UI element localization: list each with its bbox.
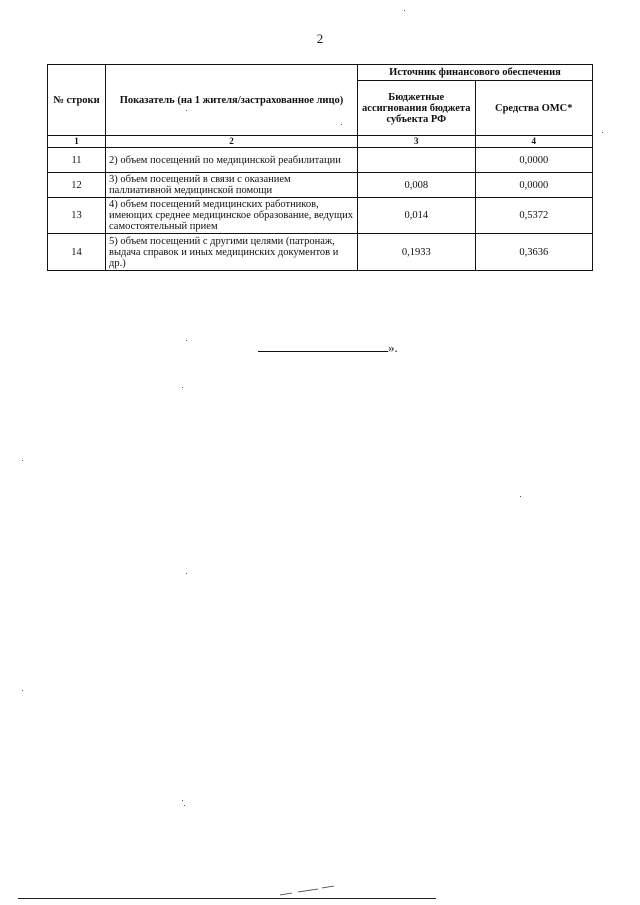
row-oms-value: 0,3636 — [475, 234, 593, 271]
row-budget-value: 0,008 — [358, 173, 476, 198]
row-budget-value: 0,1933 — [358, 234, 476, 271]
row-oms-value: 0,0000 — [475, 173, 593, 198]
header-budget: Бюджетные ассигнования бюджета субъекта РФ — [358, 81, 476, 136]
scan-speck — [186, 110, 187, 111]
table-row — [48, 173, 593, 198]
scan-speck — [186, 573, 187, 574]
scan-speck — [182, 800, 183, 801]
row-budget-value: 0,014 — [358, 198, 476, 234]
table-row — [48, 148, 593, 173]
scan-speck — [186, 340, 187, 341]
closing-quote: ». — [388, 340, 398, 355]
closing-mark — [258, 340, 398, 356]
bottom-rule — [18, 898, 436, 899]
signature-scribble-icon — [278, 884, 338, 898]
row-indicator: 2) объем посещений по медицинской реабилитации — [106, 148, 358, 173]
row-budget-value — [358, 148, 476, 173]
scan-speck — [22, 460, 23, 461]
scan-speck — [341, 124, 342, 125]
column-index-row — [48, 136, 593, 148]
row-indicator: 3) объем посещений в связи с оказанием паллиативной медицинской помощи — [106, 173, 358, 198]
table-row — [48, 234, 593, 271]
scan-speck — [184, 805, 185, 806]
column-index-cell: 4 — [475, 136, 593, 148]
row-indicator: 4) объем посещений медицинских работников, имеющих среднее медицинское образование, ведущих самостоятельный прием — [106, 198, 358, 234]
header-oms: Средства ОМС* — [475, 81, 593, 136]
column-index-cell: 2 — [106, 136, 358, 148]
scan-speck — [520, 496, 521, 497]
financing-table — [47, 64, 593, 271]
table-header-row — [48, 65, 593, 81]
row-number: 11 — [48, 148, 106, 173]
column-index-cell: 3 — [358, 136, 476, 148]
table-row — [48, 198, 593, 234]
row-number: 14 — [48, 234, 106, 271]
row-oms-value: 0,5372 — [475, 198, 593, 234]
scan-speck — [182, 387, 183, 388]
scan-speck — [602, 132, 603, 133]
header-financing-source: Источник финансового обеспечения — [358, 65, 593, 81]
row-oms-value: 0,0000 — [475, 148, 593, 173]
row-number: 12 — [48, 173, 106, 198]
column-index-cell: 1 — [48, 136, 106, 148]
header-indicator: Показатель (на 1 жителя/застрахованное лицо) — [106, 65, 358, 136]
scan-speck — [404, 10, 405, 11]
row-indicator: 5) объем посещений с другими целями (патронаж, выдача справок и иных медицинских документов и др.) — [106, 234, 358, 271]
page-number: 2 — [316, 31, 324, 46]
scan-speck — [22, 690, 23, 691]
signature-line — [258, 340, 388, 352]
row-number: 13 — [48, 198, 106, 234]
header-row-no: № строки — [48, 65, 106, 136]
